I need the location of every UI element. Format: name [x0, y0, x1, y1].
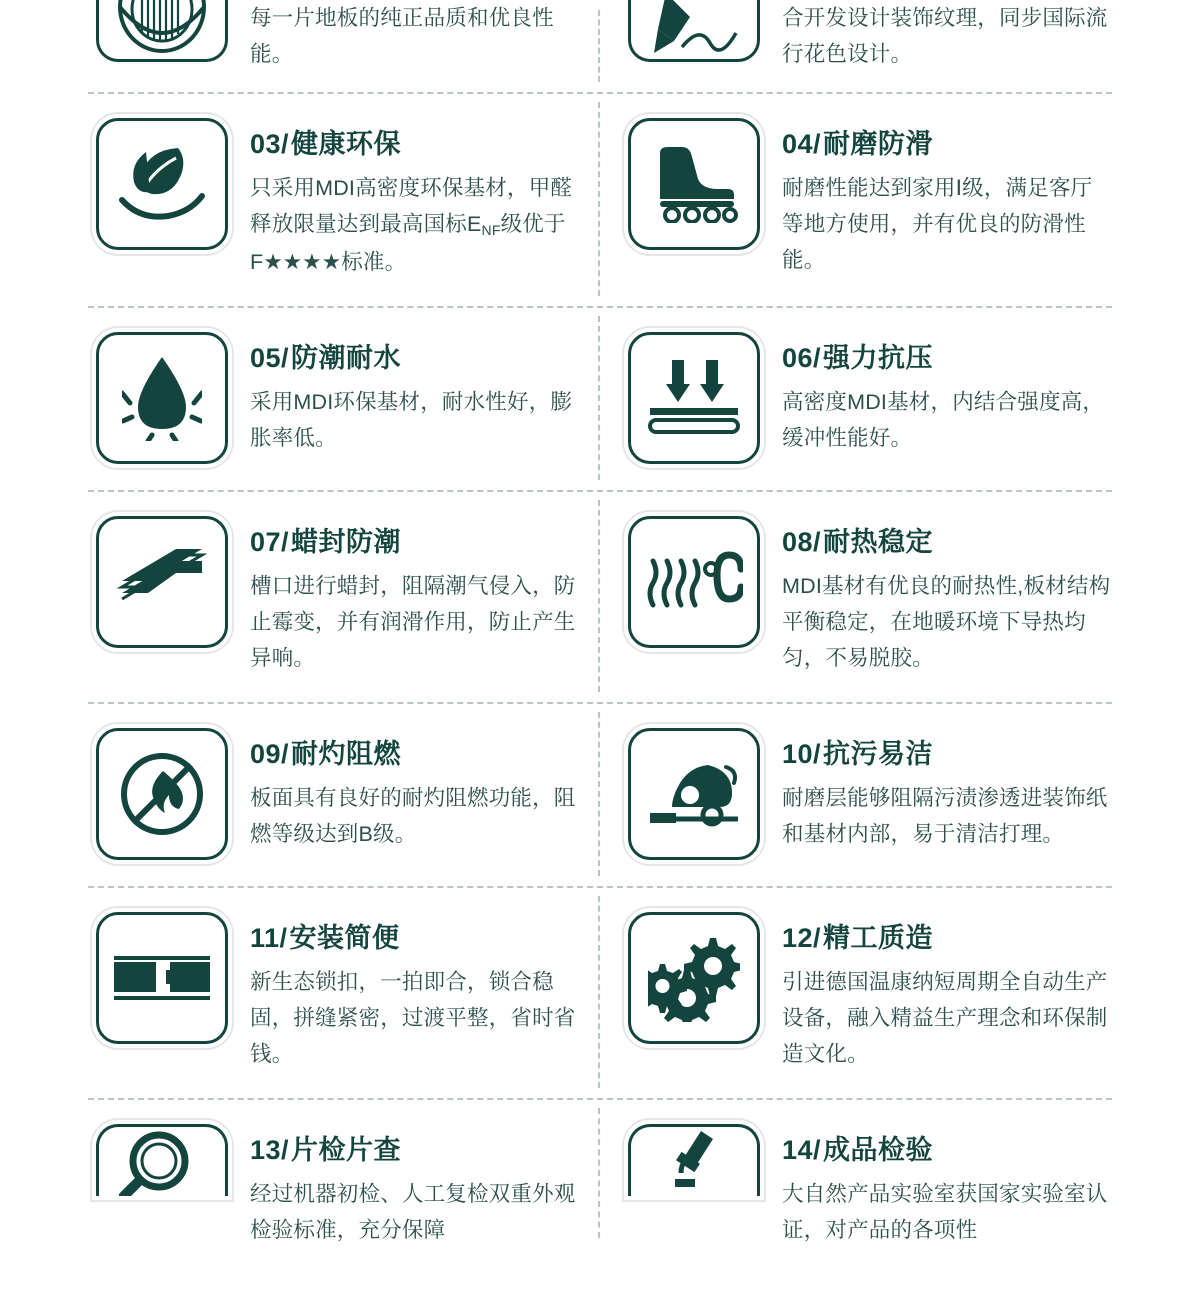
feature-card-05	[0, 306, 600, 490]
click-lock-icon	[96, 912, 228, 1044]
microscope-icon	[628, 1124, 760, 1196]
feature-row	[0, 306, 1200, 490]
feature-desc: 高密度MDI基材，内结合强度高，缓冲性能好。	[782, 390, 1105, 450]
feature-number: 13/	[250, 1135, 290, 1165]
feature-card-06	[600, 306, 1200, 490]
feature-desc: MDI基材有优良的耐热性,板材结构平衡稳定，在地暖环境下导热均匀，不易脱胶。	[782, 574, 1111, 670]
feature-row	[0, 702, 1200, 886]
feature-text	[782, 332, 1112, 456]
feature-number: 14/	[782, 1135, 822, 1165]
feature-card-04	[600, 92, 1200, 306]
feature-desc: 合开发设计装饰纹理，同步国际流行花色设计。	[782, 6, 1108, 66]
feature-title	[250, 336, 580, 375]
feature-row	[0, 1098, 1200, 1248]
feature-text	[250, 0, 580, 72]
feature-text	[250, 332, 580, 456]
feature-desc: 耐磨层能够阻隔污渍渗透进装饰纸和基材内部，易于清洁打理。	[782, 786, 1108, 846]
feature-desc: 采用MDI环保基材，耐水性好，膨胀率低。	[250, 390, 573, 450]
feature-desc: 板面具有良好的耐灼阻燃功能，阻燃等级达到B级。	[250, 786, 576, 846]
no-fire-icon	[96, 728, 228, 860]
feature-desc: 经过机器初检、人工复检双重外观检验标准，充分保障	[250, 1182, 576, 1242]
feature-title	[782, 916, 1112, 955]
feature-card-10	[600, 702, 1200, 886]
feature-text	[250, 118, 580, 280]
feature-row	[0, 0, 1200, 92]
feature-card-08	[600, 490, 1200, 702]
feature-number: 04/	[782, 129, 822, 159]
feature-text	[250, 1124, 580, 1248]
feature-title-text: 强力抗压	[823, 343, 934, 373]
compression-arrows-icon	[628, 332, 760, 464]
feature-title	[250, 1128, 580, 1167]
feature-text	[782, 728, 1112, 852]
feature-title-text: 抗污易洁	[823, 739, 934, 769]
feature-title-text: 耐热稳定	[823, 527, 934, 557]
feature-title-text: 安装简便	[289, 923, 400, 953]
feature-desc-main: 只采用MDI高密度环保基材，甲醛释放限量达到最高国标E	[250, 176, 573, 236]
wood-grain-icon	[96, 0, 228, 62]
feature-desc: 引进德国温康纳短周期全自动生产设备，融入精益生产理念和环保制造文化。	[782, 970, 1108, 1066]
feature-desc: 大自然产品实验室获国家实验室认证，对产品的各项性	[782, 1182, 1108, 1242]
feature-card-03	[0, 92, 600, 306]
feature-title-text: 片检片查	[291, 1135, 402, 1165]
feature-title-text: 健康环保	[291, 129, 402, 159]
feature-number: 07/	[250, 527, 290, 557]
feature-title	[250, 732, 580, 771]
feature-title	[250, 520, 580, 559]
feature-title	[782, 122, 1112, 161]
feature-title-text: 耐磨防滑	[823, 129, 934, 159]
pen-design-icon	[628, 0, 760, 62]
feature-desc: 槽口进行蜡封，阻隔潮气侵入，防止霉变，并有润滑作用，防止产生异响。	[250, 574, 576, 670]
feature-title	[782, 1128, 1112, 1167]
leaf-hand-icon	[96, 118, 228, 250]
feature-desc: 耐磨性能达到家用Ⅰ级，满足客厅等地方使用，并有优良的防滑性能。	[782, 176, 1093, 272]
feature-title	[782, 520, 1112, 559]
feature-number: 09/	[250, 739, 290, 769]
feature-card-14	[600, 1098, 1200, 1248]
feature-title-text: 精工质造	[823, 923, 934, 953]
gears-icon	[628, 912, 760, 1044]
feature-row	[0, 886, 1200, 1098]
feature-number: 06/	[782, 343, 822, 373]
feature-row	[0, 92, 1200, 306]
feature-title	[782, 336, 1112, 375]
feature-desc-sub: NF	[481, 222, 501, 238]
feature-text	[782, 912, 1112, 1072]
feature-card-02	[600, 0, 1200, 92]
feature-desc: 新生态锁扣，一拍即合，锁合稳固，拼缝紧密，过渡平整，省时省钱。	[250, 970, 576, 1066]
feature-number: 05/	[250, 343, 290, 373]
feature-title	[250, 122, 580, 161]
feature-title	[782, 732, 1112, 771]
feature-number: 10/	[782, 739, 822, 769]
feature-text	[782, 1124, 1112, 1248]
feature-title-text: 蜡封防潮	[291, 527, 402, 557]
feature-text	[782, 516, 1112, 676]
feature-text	[782, 0, 1112, 72]
feature-card-12	[600, 886, 1200, 1098]
feature-title-text: 成品检验	[823, 1135, 934, 1165]
feature-text	[782, 118, 1112, 278]
feature-card-13	[0, 1098, 600, 1248]
feature-row	[0, 490, 1200, 702]
plank-edge-icon	[96, 516, 228, 648]
feature-number: 08/	[782, 527, 822, 557]
heat-celsius-icon	[628, 516, 760, 648]
feature-title-text: 耐灼阻燃	[291, 739, 402, 769]
feature-number: 11/	[250, 923, 288, 953]
feature-text	[250, 516, 580, 676]
feature-number: 03/	[250, 129, 290, 159]
feature-number: 12/	[782, 923, 822, 953]
feature-desc-tail: 级优于F★★★★标准。	[250, 212, 566, 274]
feature-card-11	[0, 886, 600, 1098]
water-drop-icon	[96, 332, 228, 464]
feature-desc	[250, 170, 580, 280]
feature-desc: 每一片地板的纯正品质和优良性能。	[250, 6, 554, 66]
magnifier-icon	[96, 1124, 228, 1196]
feature-card-09	[0, 702, 600, 886]
feature-card-07	[0, 490, 600, 702]
roller-skate-icon	[628, 118, 760, 250]
feature-title	[250, 916, 580, 955]
feature-card-01	[0, 0, 600, 92]
feature-title-text: 防潮耐水	[291, 343, 402, 373]
vacuum-cleaner-icon	[628, 728, 760, 860]
feature-text	[250, 912, 580, 1072]
feature-text	[250, 728, 580, 852]
